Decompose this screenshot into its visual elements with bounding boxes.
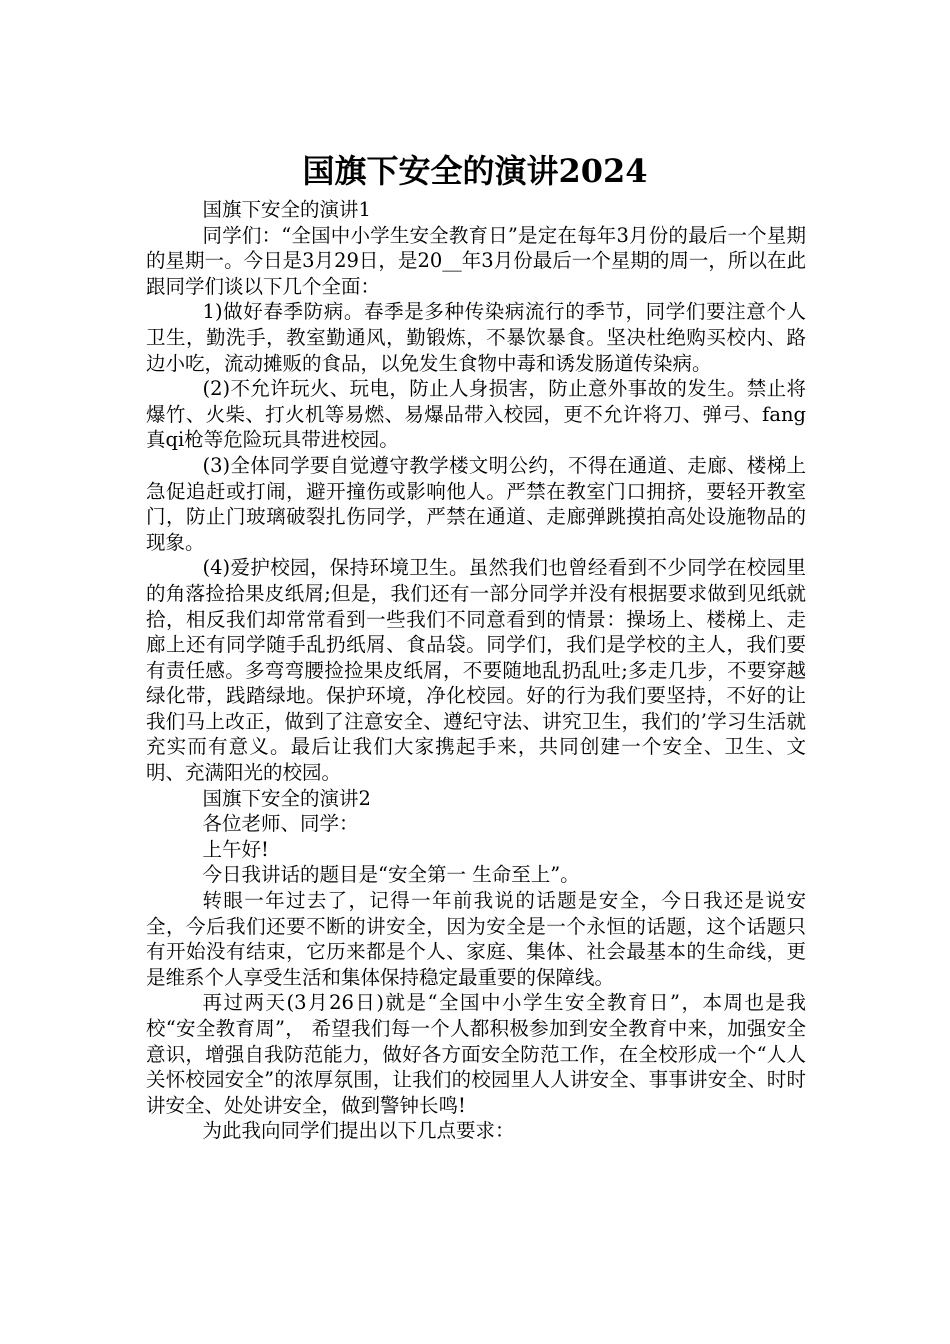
paragraph-speech-2-heading: 国旗下安全的演讲2 xyxy=(202,786,371,810)
paragraph-topic: 今日我讲话的题目是“安全第一 生命至上”。 xyxy=(202,863,580,887)
page-title: 国旗下安全的演讲2024 xyxy=(302,152,648,191)
paragraph-point-3: (3)全体同学要自觉遵守教学楼文明公约，不得在通道、走廊、楼梯上急促追赶或打闹，避开撞伤或影响他人。严禁在教室门口拥挤，要轻开教室门，防止门玻璃破裂扎伤同学，严禁在通道、走廊弹跳摸拍高处设施物品的现象。 xyxy=(146,453,806,554)
paragraph-good-morning: 上午好! xyxy=(202,837,269,861)
paragraph-speech-1-heading: 国旗下安全的演讲1 xyxy=(202,198,371,221)
document-body xyxy=(146,197,806,1144)
paragraph-safety-theme: 转眼一年过去了，记得一年前我说的话题是安全，今日我还是说安全，今后我们还要不断的讲安全，因为安全是一个永恒的话题，这个话题只有开始没有结束，它历来都是个人、家庭、集体、社会最基本的生命线，更是维系个人享受生活和集体保持稳定最重要的保障线。 xyxy=(146,889,806,989)
paragraph-greeting-intro: 同学们：“全国中小学生安全教育日”是定在每年3月份的最后一个星期的星期一。今日是3月29日，是20__年3月份最后一个星期的周一，所以在此跟同学们谈以下几个全面： xyxy=(146,223,806,298)
paragraph-salutation: 各位老师、同学： xyxy=(202,812,359,836)
paragraph-point-2: (2)不允许玩火、玩电，防止人身损害，防止意外事故的发生。禁止将爆竹、火柴、打火机等易燃、易爆品带入校园，更不允许将刀、弹弓、fang真qi枪等危险玩具带进校园。 xyxy=(146,377,806,452)
paragraph-point-1: 1)做好春季防病。春季是多种传染病流行的季节，同学们要注意个人卫生，勤洗手，教室勤通风，勤锻炼，不暴饮暴食。坚决杜绝购买校内、路边小吃，流动摊贩的食品，以免发生食物中毒和诱发肠道传染病。 xyxy=(146,300,806,375)
paragraph-safety-week: 再过两天(3月26日)就是“全国中小学生安全教育日”，本周也是我校“安全教育周”， 希望我们每一个人都积极参加到安全教育中来，加强安全意识，增强自我防范能力，做好各方面安全防范工作，在全校形成一个“人人关怀校园安全”的浓厚氛围，让我们的校园里人人讲安全、事事讲安全、时时讲安全、处处讲安全，做到警钟长鸣! xyxy=(146,991,806,1117)
paragraph-requirements-intro: 为此我向同学们提出以下几点要求： xyxy=(202,1119,515,1143)
paragraph-point-4: (4)爱护校园，保持环境卫生。虽然我们也曾经看到不少同学在校园里的角落捡拾果皮纸屑;但是，我们还有一部分同学并没有根据要求做到见纸就拾，相反我们却常常看到一些我们不同意看到的情景：操场上、楼梯上、走廊上还有同学随手乱扔纸屑、食品袋。同学们，我们是学校的主人，我们要有责任感。多弯弯腰捡捡果皮纸屑，不要随地乱扔乱吐;多走几步，不要穿越绿化带，践踏绿地。保护环境，净化校园。好的行为我们要坚持，不好的让我们马上改正，做到了注意安全、遵纪守法、讲究卫生，我们的’学习生活就充实而有意义。最后让我们大家携起手来，共同创建一个安全、卫生、文明、充满阳光的校园。 xyxy=(146,556,806,785)
